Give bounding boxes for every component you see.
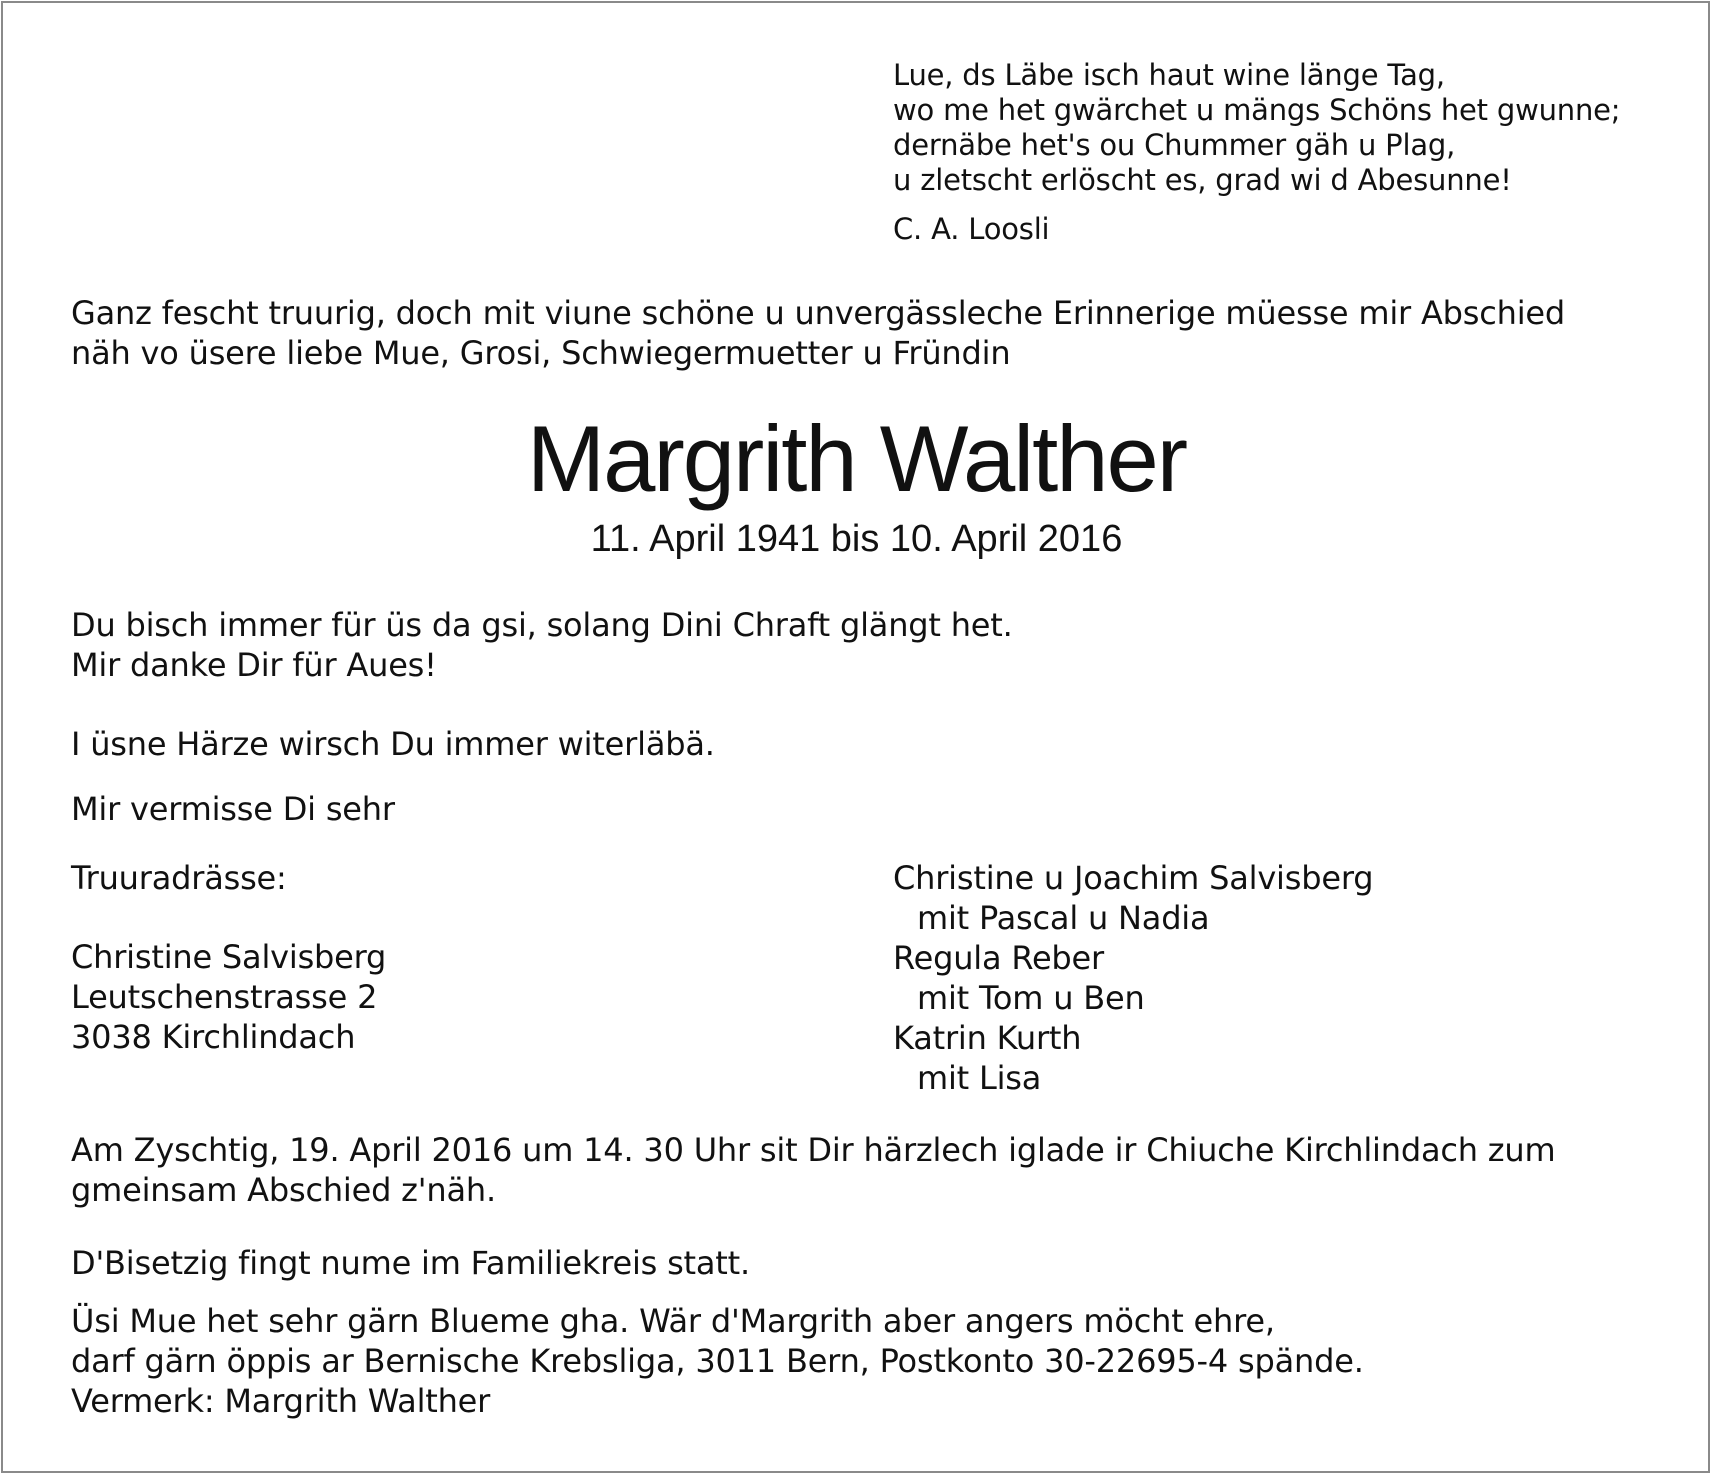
miss-line: Mir vermisse Di sehr xyxy=(71,790,395,828)
family-member-name: Christine u Joachim Salvisberg xyxy=(893,859,1374,897)
donation-text xyxy=(71,1301,1364,1421)
intro-line: näh vo üsere liebe Mue, Grosi, Schwiegermuetter u Fründin xyxy=(71,334,1011,372)
message-text xyxy=(71,605,1013,685)
family-member-with: mit Pascal u Nadia xyxy=(917,899,1210,937)
deceased-dates: 11. April 1941 bis 10. April 2016 xyxy=(590,518,1123,560)
ceremony-text xyxy=(71,1130,1555,1210)
donation-line: Üsi Mue het sehr gärn Blueme gha. Wär d'Margrith aber angers möcht ehre, xyxy=(71,1302,1275,1340)
address-line: 3038 Kirchlindach xyxy=(71,1018,356,1056)
family-member-name: Regula Reber xyxy=(893,939,1104,977)
message-line: Mir danke Dir für Aues! xyxy=(71,646,437,684)
address-line: Leutschenstrasse 2 xyxy=(71,978,378,1016)
intro-text xyxy=(71,293,1565,373)
poem-line: dernäbe het's ou Chummer gäh u Plag, xyxy=(893,128,1456,162)
donation-line: darf gärn öppis ar Bernische Krebsliga, 3011 Bern, Postkonto 30-22695-4 spände. xyxy=(71,1342,1364,1380)
poem-line: u zletscht erlöscht es, grad wi d Abesunne! xyxy=(893,163,1512,197)
address-label: Truuradrässe: xyxy=(71,859,287,897)
poem xyxy=(893,58,1620,198)
burial-line: D'Bisetzig fingt nume im Familiekreis statt. xyxy=(71,1244,750,1282)
address-line: Christine Salvisberg xyxy=(71,938,387,976)
poem-line: Lue, ds Läbe isch haut wine länge Tag, xyxy=(893,58,1445,92)
intro-line: Ganz fescht truurig, doch mit viune schöne u unvergässleche Erinnerige müesse mir Abschied xyxy=(71,294,1566,332)
deceased-name: Margrith Walther xyxy=(526,406,1187,511)
address-block xyxy=(71,937,386,1057)
message-line: Du bisch immer für üs da gsi, solang Dini Chraft glängt het. xyxy=(71,606,1013,644)
donation-line: Vermerk: Margrith Walther xyxy=(71,1382,491,1420)
poem-author: C. A. Loosli xyxy=(893,212,1050,246)
family-member-with: mit Lisa xyxy=(917,1059,1042,1097)
heart-line: I üsne Härze wirsch Du immer witerläbä. xyxy=(71,725,715,763)
poem-line: wo me het gwärchet u mängs Schöns het gwunne; xyxy=(893,93,1621,127)
family-member-with: mit Tom u Ben xyxy=(917,979,1145,1017)
family-list xyxy=(893,858,1373,1098)
family-member-name: Katrin Kurth xyxy=(893,1019,1082,1057)
ceremony-line: gmeinsam Abschied z'näh. xyxy=(71,1171,496,1209)
ceremony-line: Am Zyschtig, 19. April 2016 um 14. 30 Uhr sit Dir härzlech iglade ir Chiuche Kirchlindach zum xyxy=(71,1131,1556,1169)
